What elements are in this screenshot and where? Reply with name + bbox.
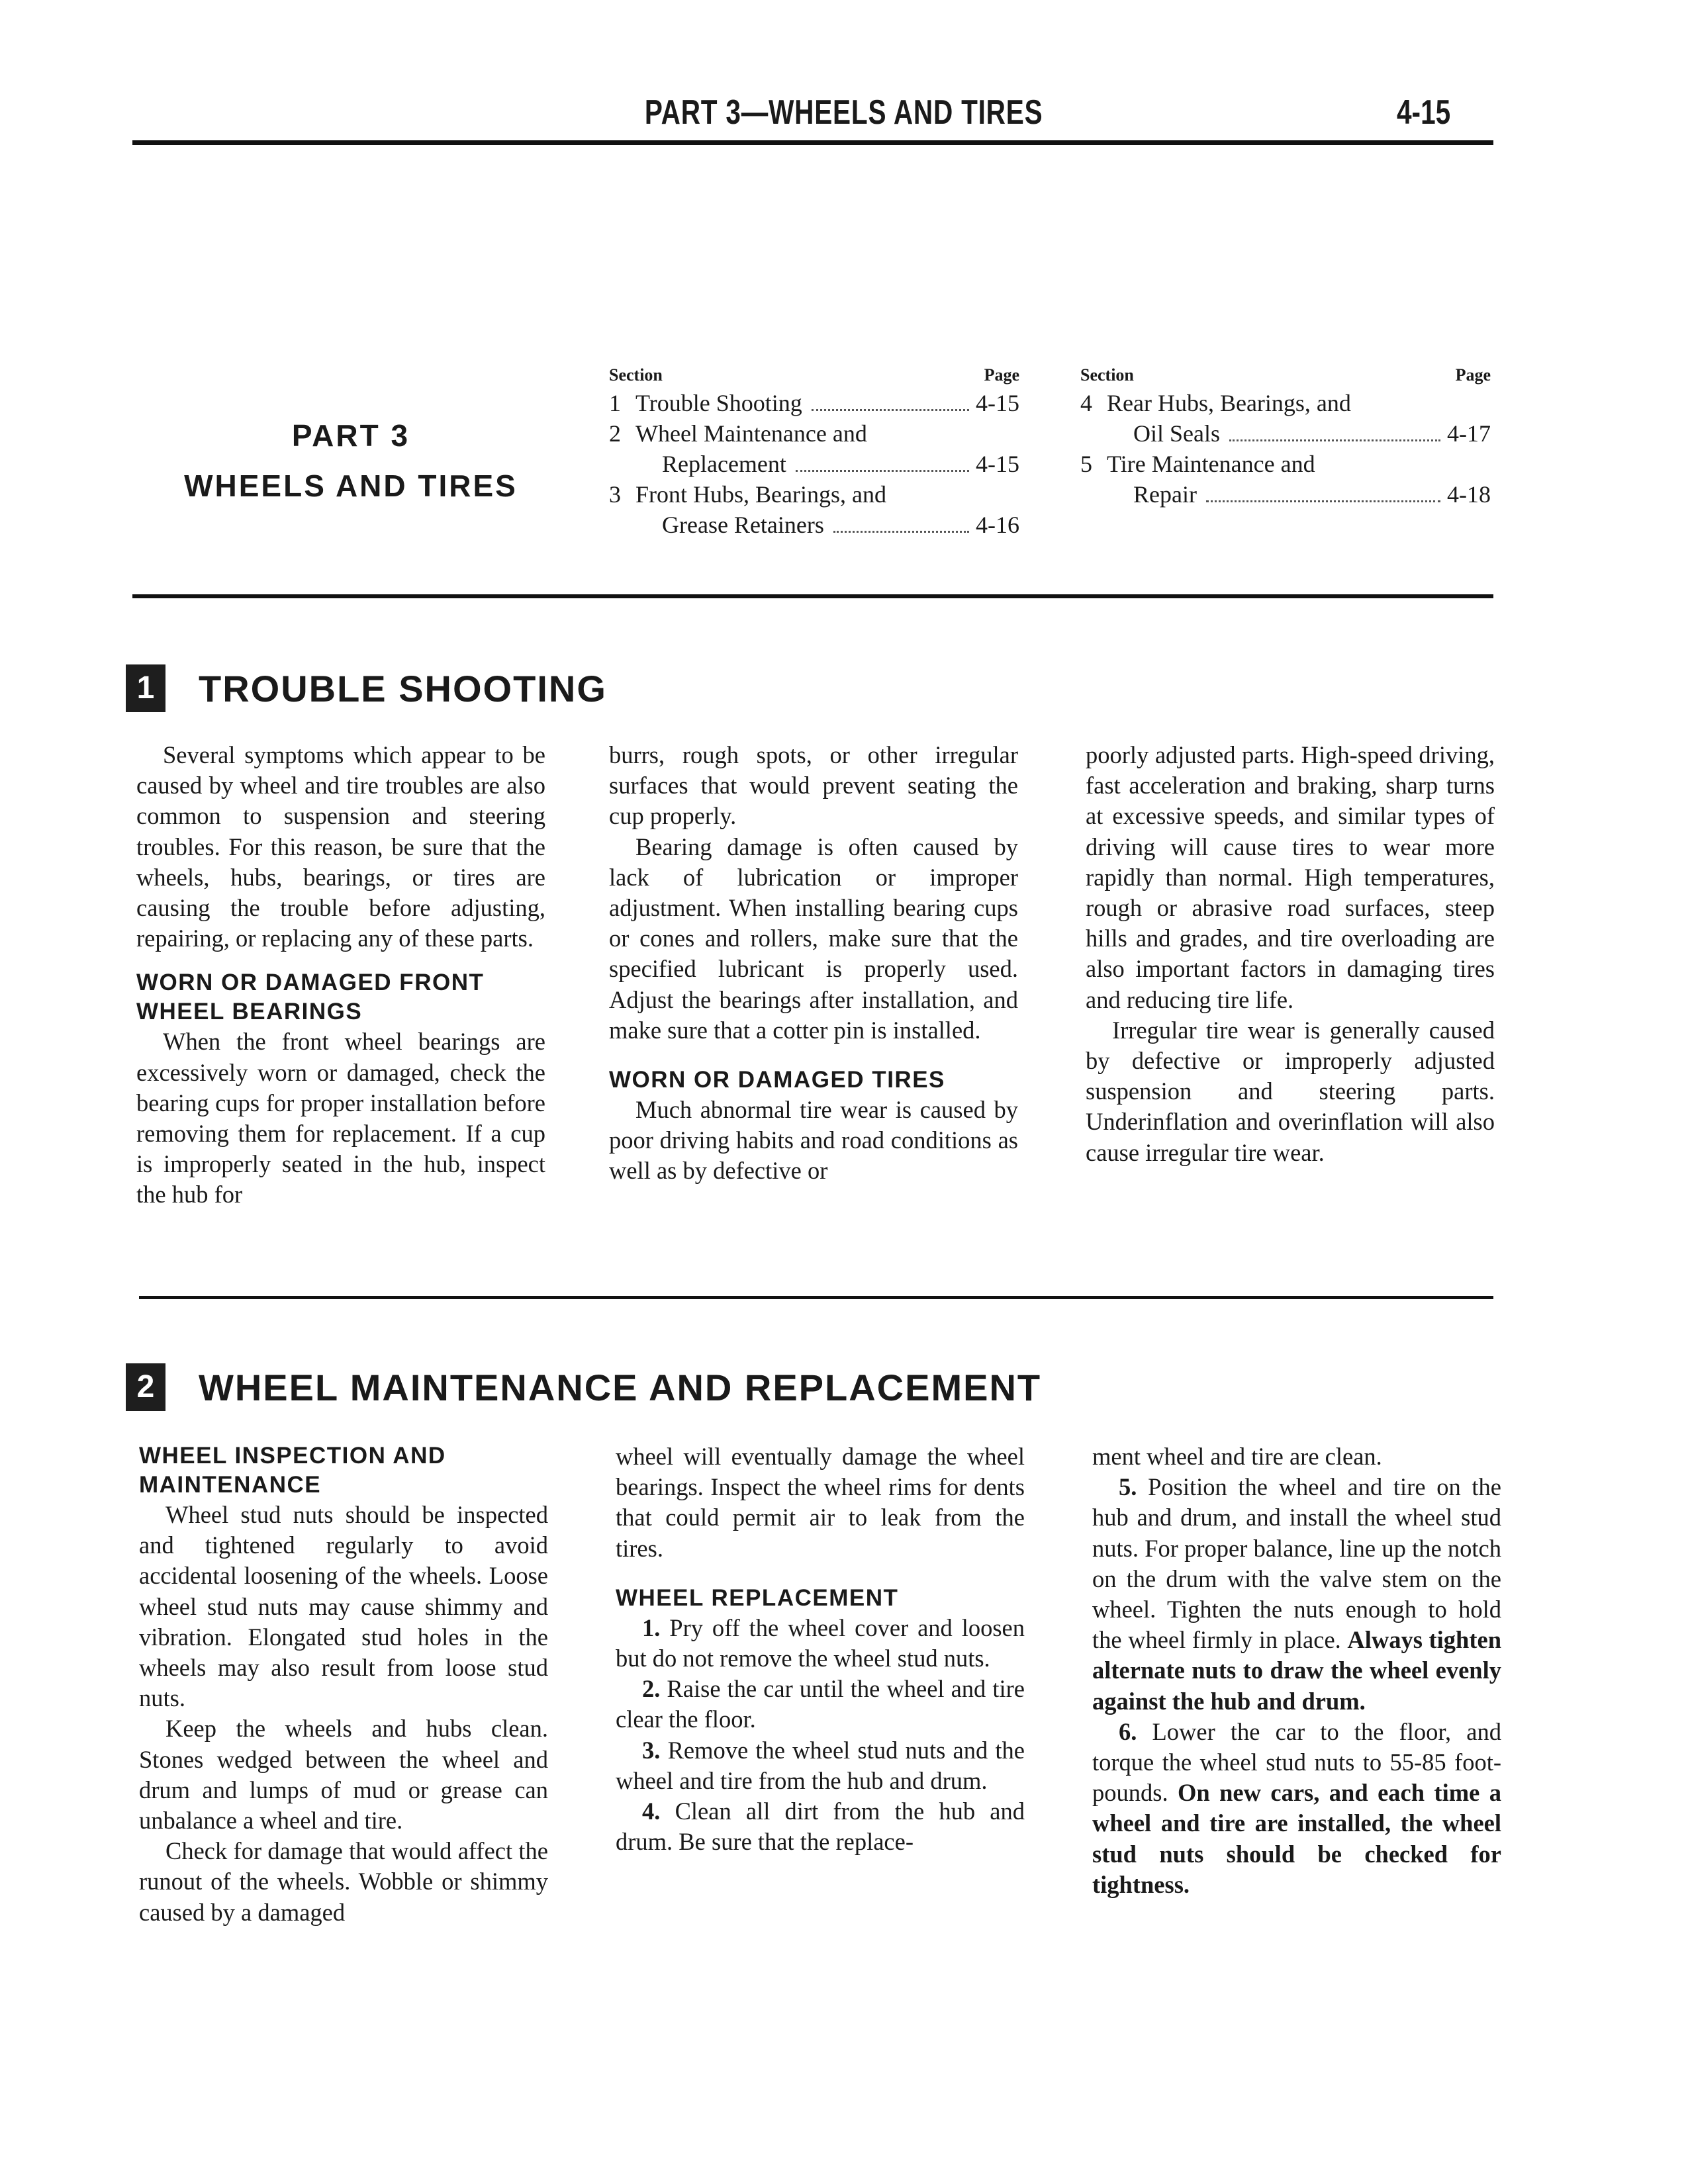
toc-right — [1080, 365, 1491, 510]
toc-rule — [132, 594, 1493, 598]
step-4: 4. Clean all dirt from the hub and drum. Be sure that the replace- — [616, 1797, 1025, 1856]
leader-dots — [833, 531, 969, 533]
toc-entry-3[interactable]: 3 Front Hubs, Bearings, and — [609, 481, 886, 508]
toc-entry-2-cont[interactable]: Replacement 4-15 — [662, 451, 1019, 477]
paragraph: When the front wheel bearings are excessively worn or damaged, check the bearing cups for proper installation before removing them for replacement. If a cup is improperly seated in the hub, inspect the hub for — [136, 1028, 545, 1208]
step-5: 5. Position the wheel and tire on the hub and drum, and install the wheel stud nuts. For proper balance, line up the notch on the drum with the valve stem on the wheel. Tighten the nuts enough to hold the wheel firmly in place. Always tighten alternate nuts to draw the wheel evenly against the hub and drum. — [1092, 1473, 1501, 1715]
toc-entry-2[interactable]: 2 Wheel Maintenance and — [609, 420, 867, 447]
paragraph: Keep the wheels and hubs clean. Stones wedged between the wheel and drum and lumps of mud or grease can unbalance a wheel and tire. — [139, 1715, 548, 1835]
paragraph: Much abnormal tire wear is caused by poor driving habits and road conditions as well as by defective or — [609, 1096, 1018, 1185]
toc-section-label: Section — [1080, 365, 1134, 385]
section-1-column-3 — [1086, 740, 1495, 1168]
section-2-column-1 — [139, 1441, 548, 1928]
section-rule — [139, 1296, 1493, 1299]
subheading-damaged-tires: WORN OR DAMAGED TIRES — [609, 1067, 945, 1093]
step-4-cont: ment wheel and tire are clean. — [1092, 1443, 1382, 1470]
toc-left — [609, 365, 1019, 540]
section-1-badge: 1 — [126, 664, 165, 712]
running-header-title: PART 3—WHEELS AND TIRES — [645, 93, 1043, 132]
paragraph: burrs, rough spots, or other irregular surfaces that would prevent seating the cup properly. — [609, 741, 1018, 830]
header-rule — [132, 140, 1493, 145]
step-3: 3. Remove the wheel stud nuts and the wheel and tire from the hub and drum. — [616, 1736, 1025, 1794]
subheading-front-wheel-bearings: WORN OR DAMAGED FRONT WHEEL BEARINGS — [136, 970, 485, 1025]
part-name: WHEELS AND TIRES — [184, 469, 518, 503]
subheading-wheel-inspection: WHEEL INSPECTION AND MAINTENANCE — [139, 1443, 446, 1498]
toc-page-label: Page — [984, 365, 1019, 385]
section-2-column-2 — [616, 1441, 1025, 1857]
section-1-column-2 — [609, 740, 1018, 1187]
paragraph: Irregular tire wear is generally caused by defective or improperly adjusted suspension and steering parts. Underinflation and overinflation will also cause irregular tire wear. — [1086, 1016, 1495, 1166]
paragraph: Wheel stud nuts should be inspected and tightened regularly to avoid accidental loosening of the wheels. Loose wheel stud nuts may cause shimmy and vibration. Elongated stud holes in the wheels may also result from loose stud nuts. — [139, 1501, 548, 1712]
page-number: 4-15 — [1397, 93, 1451, 132]
paragraph: Bearing damage is often caused by lack of lubrication or improper adjustment. When installing bearing cups or cones and rollers, make sure that the specified lubricant is properly used. Adjust the bearings after installation, and make sure that a cotter pin is installed. — [609, 833, 1018, 1044]
toc-entry-5-cont[interactable]: Repair 4-18 — [1133, 481, 1491, 508]
paragraph: Several symptoms which appear to be caused by wheel and tire troubles are also common to suspension and steering troubles. For this reason, be sure that the wheels, hubs, bearings, or tires are causing the trouble before adjusting, repairing, or replacing any of these parts. — [136, 741, 545, 952]
paragraph: poorly adjusted parts. High-speed driving, fast acceleration and braking, sharp turns at excessive speeds, and similar types of driving will cause tires to wear more rapidly than normal. High temperatures, rough or abrasive road surfaces, steep hills and grades, and tire overloading are also important factors in damaging tires and reducing tire life. — [1086, 741, 1495, 1013]
section-1-column-1 — [136, 740, 545, 1210]
leader-dots — [1206, 500, 1440, 502]
section-2-title: WHEEL MAINTENANCE AND REPLACEMENT — [199, 1367, 1042, 1408]
toc-header — [1080, 365, 1491, 385]
subheading-wheel-replacement: WHEEL REPLACEMENT — [616, 1584, 899, 1611]
toc-entry-1[interactable]: 1 Trouble Shooting 4-15 — [609, 390, 1019, 416]
leader-dots — [1229, 439, 1440, 441]
toc-entry-3-cont[interactable]: Grease Retainers 4-16 — [662, 512, 1019, 538]
emphasis: Always tighten alternate nuts to draw the wheel evenly against the hub and drum. — [1092, 1626, 1501, 1715]
section-2-badge: 2 — [126, 1363, 165, 1411]
step-6: 6. Lower the car to the floor, and torque the wheel stud nuts to 55-85 foot-pounds. On new cars, and each time a wheel and tire are installed, the wheel stud nuts should be checked for tightness. — [1092, 1717, 1502, 1898]
emphasis: On new cars, and each time a wheel and tire are installed, the wheel stud nuts should be checked for tightness. — [1092, 1779, 1502, 1898]
part-number: PART 3 — [291, 418, 410, 453]
part-title-block — [146, 410, 556, 511]
toc-entry-5[interactable]: 5 Tire Maintenance and — [1080, 451, 1315, 477]
toc-entry-4[interactable]: 4 Rear Hubs, Bearings, and — [1080, 390, 1351, 416]
toc-section-label: Section — [609, 365, 663, 385]
leader-dots — [796, 470, 969, 472]
paragraph: Check for damage that would affect the runout of the wheels. Wobble or shimmy caused by a damaged — [139, 1837, 548, 1926]
step-2: 2. Raise the car until the wheel and tire clear the floor. — [616, 1675, 1025, 1733]
toc-page-label: Page — [1455, 365, 1491, 385]
paragraph: wheel will eventually damage the wheel bearings. Inspect the wheel rims for dents that could permit air to leak from the tires. — [616, 1443, 1025, 1562]
toc-header — [609, 365, 1019, 385]
step-1: 1. Pry off the wheel cover and loosen but do not remove the wheel stud nuts. — [616, 1614, 1025, 1672]
toc-entry-4-cont[interactable]: Oil Seals 4-17 — [1133, 420, 1491, 447]
section-2-column-3 — [1092, 1441, 1501, 1900]
section-1-title: TROUBLE SHOOTING — [199, 668, 607, 709]
leader-dots — [812, 409, 969, 411]
